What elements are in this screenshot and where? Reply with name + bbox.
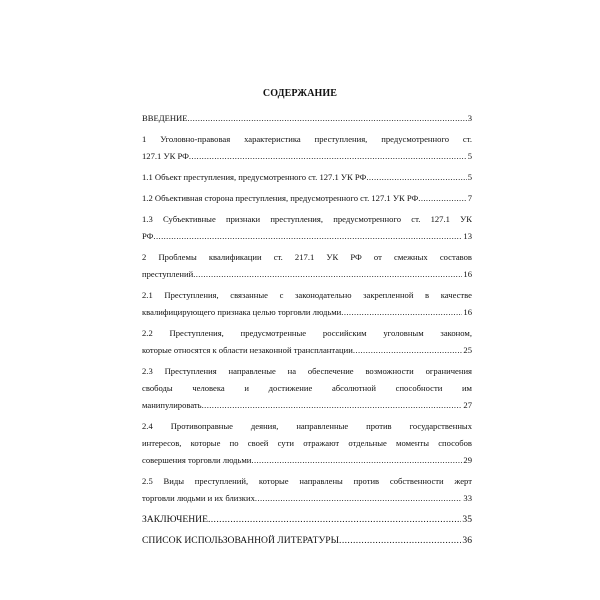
toc-entry-text: манипулировать xyxy=(142,400,202,410)
toc-entry-text: ВВЕДЕНИЕ xyxy=(142,113,188,123)
toc-entry-2-2[interactable] xyxy=(142,325,472,359)
dot-leader xyxy=(255,490,463,507)
dot-leader xyxy=(353,342,463,359)
toc-entry-2-4[interactable] xyxy=(142,418,472,469)
toc-page-number: 36 xyxy=(462,535,472,546)
toc-entry-text: 2.5 Виды преступлений, которые направлены против собственности жерт xyxy=(142,476,472,486)
toc-entry-2-1[interactable] xyxy=(142,287,472,321)
toc-entry-introduction[interactable] xyxy=(142,110,472,127)
toc-entry-references[interactable] xyxy=(142,532,472,549)
toc-page-number: 27 xyxy=(463,400,472,410)
dot-leader xyxy=(339,532,461,549)
toc-entry-text: СПИСОК ИСПОЛЬЗОВАННОЙ ЛИТЕРАТУРЫ xyxy=(142,535,340,546)
toc-entry-text: торговли людьми и их близких xyxy=(142,493,255,503)
dot-leader xyxy=(202,397,463,414)
dot-leader xyxy=(153,228,462,245)
toc-entry-2-5[interactable] xyxy=(142,473,472,507)
toc-page-number: 33 xyxy=(463,493,472,503)
toc-entry-chapter-1[interactable] xyxy=(142,131,472,165)
toc-page-number: 16 xyxy=(463,269,472,279)
dot-leader xyxy=(193,266,462,283)
toc-page-number: 16 xyxy=(463,307,472,317)
toc-page-number: 25 xyxy=(463,345,472,355)
toc-entry-text: 2.2 Преступления, предусмотренные российским уголовным законом, xyxy=(142,328,472,338)
toc-entry-conclusion[interactable] xyxy=(142,511,472,528)
dot-leader xyxy=(418,190,466,207)
toc-page-number: 13 xyxy=(463,231,472,241)
toc-entry-text: которые относятся к области незаконной трансплантации xyxy=(142,345,353,355)
toc-entry-text: квалифицирующего признака целью торговли людьми xyxy=(142,307,342,317)
table-of-contents xyxy=(142,110,472,549)
toc-entry-text: 1.1 Объект преступления, предусмотренного ст. 127.1 УК РФ xyxy=(142,172,367,182)
toc-entry-text: 2.4 Противоправные деяния, направленные против государственных xyxy=(142,421,472,431)
toc-page-number: 35 xyxy=(462,514,472,525)
toc-entry-text: ЗАКЛЮЧЕНИЕ xyxy=(142,514,208,525)
dot-leader xyxy=(366,169,466,186)
toc-entry-text: 2 Проблемы квалификации ст. 217.1 УК РФ от смежных составов xyxy=(142,252,472,262)
toc-entry-1-1[interactable] xyxy=(142,169,472,186)
toc-entry-text: 2.3 Преступления направленые на обеспечение возможности ограничения xyxy=(142,366,472,376)
toc-entry-text: преступлений xyxy=(142,269,194,279)
dot-leader xyxy=(188,110,467,127)
toc-entry-1-2[interactable] xyxy=(142,190,472,207)
toc-entry-text: свободы человека и достижение абсолютной способности им xyxy=(142,383,472,393)
toc-page-number: 7 xyxy=(467,193,472,203)
toc-entry-chapter-2[interactable] xyxy=(142,249,472,283)
toc-entry-text: 1 Уголовно-правовая характеристика преступления, предусмотренного ст. xyxy=(142,134,472,144)
dot-leader xyxy=(251,452,462,469)
dot-leader xyxy=(189,148,467,165)
toc-page-number: 3 xyxy=(467,113,472,123)
toc-entry-text: интересов, которые по своей сути отражают отдельные моменты способов xyxy=(142,438,472,448)
dot-leader xyxy=(208,511,461,528)
toc-page-number: 29 xyxy=(463,455,472,465)
toc-entry-text: 127.1 УК РФ xyxy=(142,151,189,161)
toc-entry-text: 1.2 Объективная сторона преступления, предусмотренного ст. 127.1 УК РФ xyxy=(142,193,419,203)
toc-entry-text: совершения торговли людьми xyxy=(142,455,252,465)
toc-entry-text: 1.3 Субъективные признаки преступления, предусмотренного ст. 127.1 УК xyxy=(142,214,472,224)
toc-entry-text: 2.1 Преступления, связанные с законодательно закрепленной в качестве xyxy=(142,290,472,300)
toc-entry-text: РФ xyxy=(142,231,154,241)
dot-leader xyxy=(341,304,462,321)
page-title: СОДЕРЖАНИЕ xyxy=(262,88,338,99)
toc-page-number: 5 xyxy=(467,172,472,182)
toc-entry-1-3[interactable] xyxy=(142,211,472,245)
toc-entry-2-3[interactable] xyxy=(142,363,472,414)
toc-page-number: 5 xyxy=(467,151,472,161)
